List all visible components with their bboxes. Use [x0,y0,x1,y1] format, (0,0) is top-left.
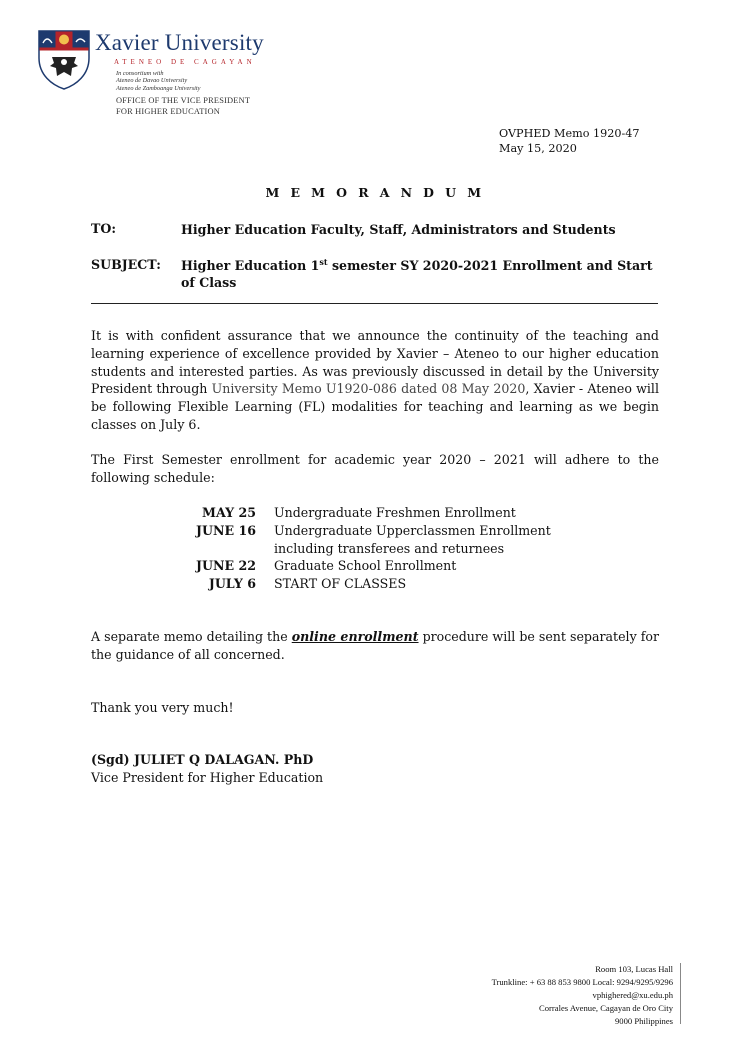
footer-line: Corrales Avenue, Cagayan de Oro City [539,1002,673,1013]
schedule-date: JUNE 22 [196,558,256,574]
footer-line: Trunkline: + 63 88 853 9800 Local: 9294/9295/9296 [491,976,673,987]
consortium-block [116,70,200,92]
schedule-desc: Graduate School Enrollment [274,558,457,574]
intro-text-a: It is with confident assurance that we announce the continuity of the teaching and learning experience of excellence provided by Xavier – Ateneo to our higher education students and interested parties. As was previously discussed in detail by the University President through [91,328,659,397]
consortium-line: Ateneo de Davao University [116,77,188,85]
schedule-row [190,504,574,522]
schedule-row [190,557,574,575]
footer-line: vphighered@xu.edu.ph [592,989,673,1000]
online-text-b: procedure will be sent separately for the guidance of all concerned. [91,629,659,662]
memo-number: OVPHED Memo 1920-47 [499,127,640,140]
subject-label: SUBJECT: [91,257,161,272]
subject-rest: semester SY 2020-2021 Enrollment and Start of Class [181,258,653,290]
intro-paragraph [91,327,659,434]
memo-reference-text: University Memo U1920-086 dated 08 May 2020 [211,381,526,397]
memo-date: May 15, 2020 [499,142,577,155]
to-label: TO: [91,221,116,236]
university-shield-icon [38,30,90,90]
online-enrollment-emphasis: online enrollment [291,629,419,644]
schedule-desc: Undergraduate Freshmen Enrollment [274,505,516,520]
memo-title: M E M O R A N D U M [265,185,485,200]
subject-prefix: Higher Education 1 [181,258,320,273]
online-text-a: A separate memo detailing the [91,629,292,644]
university-subtitle: ATENEO DE CAGAYAN [114,58,256,66]
schedule-date: JULY 6 [208,576,256,592]
signatory-title: Vice President for Higher Education [91,770,324,785]
footer-divider [680,963,681,1024]
schedule-row [190,575,574,593]
online-enrollment-paragraph [91,628,659,664]
schedule-row [190,540,574,558]
footer-line: Room 103, Lucas Hall [595,964,673,974]
intro-text-b: , Xavier - Ateneo will be following Flexible Learning (FL) modalities for teaching and learning as we begin classes on July 6. [91,381,659,432]
office-line: OFFICE OF THE VICE PRESIDENT [116,96,251,105]
schedule-row [190,522,574,540]
footer-line: 9000 Philippines [614,1015,673,1026]
subject-value [181,257,659,291]
schedule-date: JUNE 16 [196,522,256,538]
schedule-desc: including transferees and returnees [274,540,505,556]
university-name: Xavier University [95,30,264,55]
office-line: FOR HIGHER EDUCATION [116,106,221,116]
schedule-date: MAY 25 [202,505,256,520]
enrollment-schedule [190,504,574,593]
schedule-intro-paragraph: The First Semester enrollment for academic year 2020 – 2021 will adhere to the following schedule: [91,452,659,485]
consortium-line: Ateneo de Zamboanga University [116,84,201,92]
office-name [116,96,250,117]
consortium-line: In consortium with [116,70,164,77]
footer-contact [492,963,673,1028]
schedule-date [190,540,256,558]
header-divider [91,303,658,304]
signatory-name: (Sgd) JULIET Q DALAGAN. PhD [91,752,314,767]
memo-reference [499,126,640,156]
to-value: Higher Education Faculty, Staff, Administrators and Students [181,222,616,237]
subject-ordinal: st [319,256,328,267]
closing-line: Thank you very much! [91,700,234,715]
schedule-desc: START OF CLASSES [274,576,407,592]
schedule-desc: Undergraduate Upperclassmen Enrollment [274,522,551,538]
